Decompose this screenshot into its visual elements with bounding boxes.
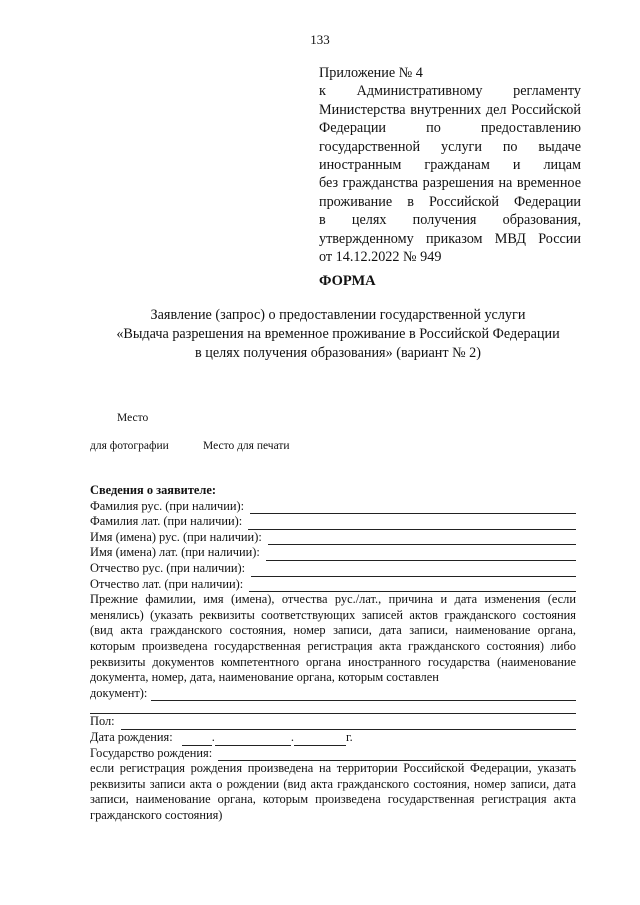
title-line: в целях получения образования» (вариант № 2): [195, 345, 481, 361]
appendix-title: Приложение № 4: [319, 65, 423, 81]
appendix-line: Министерства внутренних дел Российской: [319, 101, 581, 118]
photo-place-label-2: для фотографии: [90, 440, 169, 452]
dob-separator: .: [211, 729, 215, 744]
patronymic-rus-input-line[interactable]: [251, 565, 576, 577]
document-title: [60, 306, 616, 363]
field-label: Пол:: [90, 714, 115, 729]
field-label: Государство рождения:: [90, 745, 213, 760]
dob-year-line[interactable]: [294, 734, 346, 746]
field-surname-rus: [90, 499, 576, 515]
photo-place-label: Место: [117, 412, 149, 424]
surname-lat-input-line[interactable]: [248, 518, 576, 530]
field-label: документ):: [90, 685, 148, 700]
title-line: «Выдача разрешения на временное проживание в Российской Федерации: [116, 326, 560, 342]
applicant-form: [90, 483, 576, 823]
prev-names-extra-line[interactable]: [90, 701, 576, 714]
patronymic-lat-input-line[interactable]: [249, 580, 576, 592]
appendix-order-date: от 14.12.2022 № 949: [319, 249, 442, 266]
appendix-line: без гражданства разрешения на временное: [319, 175, 581, 192]
form-label: ФОРМА: [319, 273, 376, 289]
dob-day-line[interactable]: [182, 734, 212, 746]
field-name-lat: [90, 545, 576, 561]
field-label: Фамилия рус. (при наличии):: [90, 498, 245, 513]
page-number: 133: [310, 32, 330, 47]
name-rus-input-line[interactable]: [268, 533, 576, 545]
appendix-block: [319, 64, 581, 266]
appendix-line: иностранным гражданам и лицам: [319, 157, 581, 174]
surname-rus-input-line[interactable]: [250, 502, 576, 514]
appendix-line: к Административному регламенту: [319, 83, 581, 100]
birth-registration-note: если регистрация рождения произведена на территории Российской Федерации, указать реквизиты записи акта о рождении (вид акта гражданского состояния, номер записи, дата записи, наименование органа, которым произведена государственная регистрация акта гражданского состояния): [90, 761, 576, 822]
stamp-place-label: Место для печати: [203, 440, 290, 452]
prev-names-text: Прежние фамилии, имя (имена), отчества рус./лат., причина и дата изменения (если менялись) (указать реквизиты соответствующих записей актов гражданского состояния (вид акта гражданского состояния, номер записи, дата записи, наименование органа, которым произведена государственная регистрация акта гражданского состояния) либо реквизиты документов компетентного органа иностранного государства (наименование документа, номер, дата, наименование органа, которым составлен: [90, 592, 576, 685]
field-label: Дата рождения:: [90, 729, 173, 744]
appendix-line: утвержденному приказом МВД России: [319, 230, 581, 247]
field-label: Имя (имена) рус. (при наличии):: [90, 529, 262, 544]
birth-state-input-line[interactable]: [218, 749, 576, 761]
prev-names-input-line[interactable]: [151, 689, 576, 701]
appendix-line: Федерации по предоставлению: [319, 120, 581, 137]
applicant-header: Сведения о заявителе:: [90, 483, 216, 497]
dob-year-suffix: г.: [345, 729, 353, 744]
prev-names-doc-row: [90, 686, 576, 702]
field-name-rus: [90, 530, 576, 546]
name-lat-input-line[interactable]: [266, 549, 576, 561]
field-sex: [90, 714, 576, 730]
field-birth-state: [90, 746, 576, 762]
field-label: Отчество лат. (при наличии):: [90, 576, 244, 591]
field-patronymic-lat: [90, 577, 576, 593]
field-label: Отчество рус. (при наличии):: [90, 560, 246, 575]
field-patronymic-rus: [90, 561, 576, 577]
title-line: Заявление (запрос) о предоставлении государственной услуги: [150, 307, 526, 323]
field-dob: [90, 730, 576, 746]
dob-month-line[interactable]: [215, 734, 291, 746]
field-label: Фамилия лат. (при наличии):: [90, 514, 243, 529]
sex-input-line[interactable]: [121, 718, 576, 730]
dob-separator: .: [290, 729, 294, 744]
appendix-line: в целях получения образования,: [319, 212, 581, 229]
field-surname-lat: [90, 514, 576, 530]
appendix-line: государственной услуги по выдаче: [319, 138, 581, 155]
field-label: Имя (имена) лат. (при наличии):: [90, 545, 260, 560]
appendix-line: проживание в Российской Федерации: [319, 193, 581, 210]
